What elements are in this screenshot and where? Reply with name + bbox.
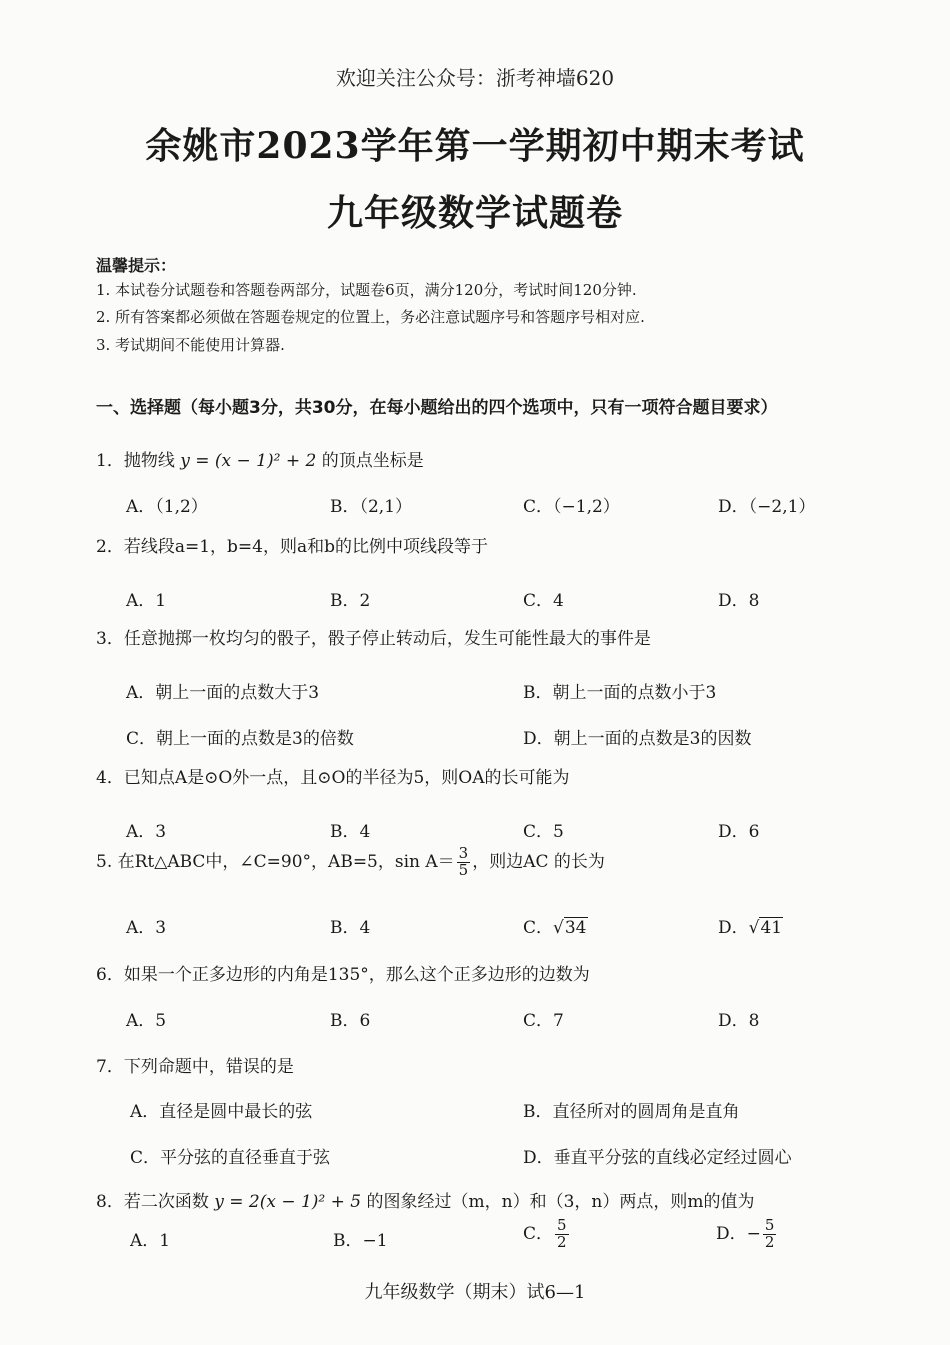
radicand: 34 <box>564 918 587 938</box>
question-text: 的顶点坐标是 <box>321 451 424 471</box>
question-text: 5. 在Rt△ABC中，∠C=90°，AB=5，sin A＝ <box>96 851 455 872</box>
option-d: D．朝上一面的点数是3的因数 <box>523 729 752 749</box>
option-b: B．（2,1） <box>330 497 413 517</box>
option-d: D．8 <box>718 591 760 611</box>
option-d: D．6 <box>718 822 760 842</box>
option-b: B．直径所对的圆周角是直角 <box>523 1102 740 1122</box>
option-a: A．朝上一面的点数大于3 <box>126 683 320 703</box>
question-4: 4．已知点A是⊙O外一点，且⊙O的半径为5，则OA的长可能为 <box>96 768 570 788</box>
question-6: 6．如果一个正多边形的内角是135°，那么这个正多边形的边数为 <box>96 965 590 985</box>
option-b: B．4 <box>330 918 371 938</box>
option-c: C．4 <box>523 591 564 611</box>
option-c <box>523 913 588 938</box>
option-a: A．5 <box>126 1011 167 1031</box>
question-3: 3．任意抛掷一枚均匀的骰子，骰子停止转动后，发生可能性最大的事件是 <box>96 629 651 649</box>
formula: y = (x − 1)² + 2 <box>180 451 317 471</box>
fraction <box>457 846 471 879</box>
fraction <box>763 1218 777 1251</box>
question-8 <box>96 1187 754 1212</box>
tip-item: 3. 考试期间不能使用计算器. <box>96 336 285 354</box>
option-d: D．（−2,1） <box>718 497 816 517</box>
option-b: B．4 <box>330 822 371 842</box>
option-a: A．1 <box>126 591 167 611</box>
question-5 <box>96 846 605 879</box>
option-a: A．3 <box>126 918 167 938</box>
option-a: A．3 <box>126 822 167 842</box>
option-label: D． <box>718 918 749 938</box>
question-text: 的图象经过（m，n）和（3，n）两点，则m的值为 <box>366 1192 755 1212</box>
page-footer: 九年级数学（期末）试6—1 <box>364 1282 586 1303</box>
exam-title: 余姚市2023学年第一学期初中期末考试 <box>145 125 805 167</box>
fraction-numerator: 3 <box>458 844 469 862</box>
radicand: 41 <box>760 918 783 938</box>
option-c: C．5 <box>523 822 564 842</box>
option-d: D．8 <box>718 1011 760 1031</box>
option-c: C．7 <box>523 1011 564 1031</box>
option-b: B．2 <box>330 591 371 611</box>
question-1 <box>96 446 424 471</box>
option-label: C． <box>523 1223 554 1244</box>
option-a: A．直径是圆中最长的弦 <box>130 1102 313 1122</box>
option-d <box>716 1218 778 1251</box>
section-heading: 一、选择题（每小题3分，共30分，在每小题给出的四个选项中，只有一项符合题目要求） <box>96 398 778 418</box>
tip-item: 2. 所有答案都必须做在答题卷规定的位置上，务必注意试题序号和答题序号相对应. <box>96 308 645 326</box>
option-c <box>523 1218 571 1251</box>
sqrt-sign-icon: √ <box>553 918 564 938</box>
question-text: 1．抛物线 <box>96 451 175 471</box>
sqrt-expression <box>553 918 587 938</box>
sqrt-expression <box>749 918 783 938</box>
option-c: C．（−1,2） <box>523 497 620 517</box>
tip-item: 1. 本试卷分试题卷和答题卷两部分，试题卷6页，满分120分，考试时间120分钟. <box>96 281 637 299</box>
fraction-numerator: 5 <box>764 1216 775 1234</box>
option-a: A．1 <box>130 1231 171 1251</box>
option-label: C． <box>523 918 554 938</box>
option-a: A．（1,2） <box>126 497 208 517</box>
question-text: 8．若二次函数 <box>96 1192 209 1212</box>
question-text: ，则边AC 的长为 <box>472 851 605 872</box>
question-2: 2．若线段a=1，b=4，则a和b的比例中项线段等于 <box>96 537 488 557</box>
option-c: C．平分弦的直径垂直于弦 <box>130 1148 331 1168</box>
option-b: B．朝上一面的点数小于3 <box>523 683 717 703</box>
option-b: B．−1 <box>333 1231 388 1251</box>
formula: y = 2(x − 1)² + 5 <box>214 1192 362 1212</box>
option-b: B．6 <box>330 1011 371 1031</box>
question-7: 7．下列命题中，错误的是 <box>96 1057 294 1077</box>
option-c: C．朝上一面的点数是3的倍数 <box>126 729 354 749</box>
option-d <box>718 913 783 938</box>
tips-heading: 温馨提示： <box>96 256 177 275</box>
fraction-numerator: 5 <box>557 1216 567 1234</box>
option-label: D．− <box>716 1223 761 1244</box>
fraction-denominator: 2 <box>557 1232 567 1251</box>
exam-subtitle: 九年级数学试题卷 <box>326 192 623 234</box>
promo-text: 欢迎关注公众号：浙考神墙620 <box>335 66 615 90</box>
fraction-denominator: 5 <box>458 860 469 879</box>
fraction <box>555 1218 569 1251</box>
fraction-denominator: 2 <box>764 1232 775 1251</box>
option-d: D．垂直平分弦的直线必定经过圆心 <box>523 1148 792 1168</box>
sqrt-sign-icon: √ <box>748 918 760 938</box>
